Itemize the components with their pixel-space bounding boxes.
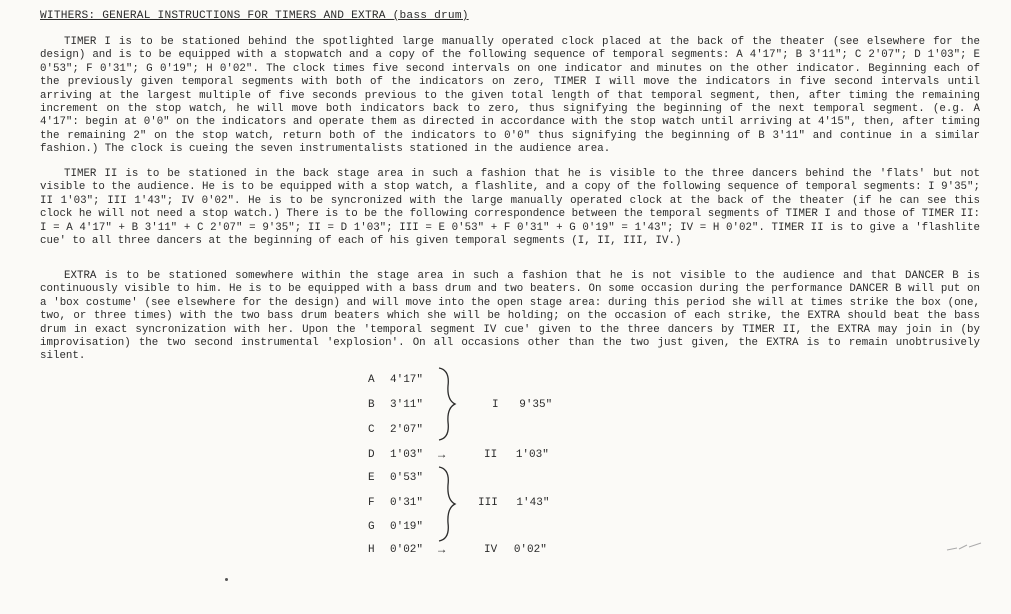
sequence-time: 2'07" [390, 424, 424, 436]
group-summary [484, 544, 547, 556]
sequence-letter: B [368, 399, 375, 411]
sequence-time: 0'53" [390, 472, 424, 484]
sequence-letter: C [368, 424, 375, 436]
sequence-time: 0'19" [390, 521, 424, 533]
group-summary [492, 399, 552, 411]
sequence-time: 1'03" [390, 449, 424, 461]
group-time: 0'02" [513, 544, 547, 556]
pencil-mark-icon [945, 540, 985, 554]
group-numeral: I [492, 399, 499, 411]
sequence-letter: H [368, 544, 375, 556]
group-summary [484, 449, 549, 461]
brace-group-iii [436, 465, 458, 543]
group-time: 9'35" [519, 399, 553, 411]
sequence-letter: E [368, 472, 375, 484]
sequence-letter: G [368, 521, 375, 533]
sequence-letter: A [368, 374, 375, 386]
group-numeral: IV [484, 544, 498, 556]
paragraph-extra: EXTRA is to be stationed somewhere within the stage area in such a fashion that he is not visible to the audience and that DANCER B is continuously visible to him. He is to be equipped with a bass drum and two beaters. On some occasion during the performance DANCER B will put on a 'box costume' (see elsewhere for the design) and will move into the open stage area: during this period she will at times strike the box (one, two, or three times) with the two bass drum beaters which she will be holding; on the occasion of each strike, the EXTRA should beat the bass drum in exact syncronization with her. Upon the 'temporal segment IV cue' given to the three dancers by TIMER II, the EXTRA may join in (by improvisation) the two second instrumental 'explosion'. On all occasions other than the two just given, the EXTRA is to remain unobtrusively silent. [40, 270, 980, 363]
group-numeral: II [484, 449, 498, 461]
sequence-time: 4'17" [390, 374, 424, 386]
group-numeral: III [478, 497, 498, 509]
arrow-icon: → [438, 448, 446, 462]
document-title: WITHERS: GENERAL INSTRUCTIONS FOR TIMERS AND EXTRA (bass drum) [40, 10, 469, 22]
sequence-letter: D [368, 449, 375, 461]
sequence-time: 0'31" [390, 497, 424, 509]
sequence-letter: F [368, 497, 375, 509]
speck [225, 578, 228, 581]
paragraph-timer-ii: TIMER II is to be stationed in the back stage area in such a fashion that he is visible to the three dancers behind the 'flats' but not visible to the audience. He is to be equipped with a stop watch, a flashlite, and a copy of the following sequence of temporal segments: I 9'35"; II 1'03"; III 1'43"; IV 0'02". He is to be syncronized with the large manually operated clock at the back of the theater (if he can see this clock he will not need a stop watch.) There is to be the following correspondence between the temporal segments of TIMER I and those of TIMER II: I = A 4'17" + B 3'11" + C 2'07" = 9'35"; II = D 1'03"; III = E 0'53" + F 0'31" + G 0'19" = 1'43"; IV = H 0'02". TIMER II is to give a 'flashlite cue' to all three dancers at the beginning of each of his given temporal segments (I, II, III, IV.) [40, 168, 980, 248]
paragraph-timer-i: TIMER I is to be stationed behind the spotlighted large manually operated clock placed at the back of the theater (see elsewhere for the design) and is to be equipped with a stopwatch and a copy of the following sequence of temporal segments: A 4'17"; B 3'11"; C 2'07"; D 1'03"; E 0'53"; F 0'31"; G 0'19"; H 0'02". The clock times five second intervals on one indicator and minutes on the other indicator. Beginning each of the previously given temporal segments with both of the indicators on zero, TIMER I will move the indicators in five second intervals until arriving at the largest multiple of five seconds previous to the given total length of that temporal segment, then, after timing the remaining increment on the stop watch, he will move both indicators back to zero, thus signifying the beginning of the next temporal segment. (e.g. A 4'17": begin at 0'0" on the indicators and operate them as directed in accordance with the stop watch until arriving at 4'15", then, after timing the remaining 2" on the stop watch, return both of the indicators to 0'0" thus signifying the beginning of B 3'11" and continue in a similar fashion.) The clock is cueing the seven instrumentalists stationed in the audience area. [40, 36, 980, 156]
group-time: 1'03" [515, 449, 549, 461]
sequence-time: 3'11" [390, 399, 424, 411]
group-summary [478, 497, 549, 509]
group-time: 1'43" [516, 497, 550, 509]
sequence-time: 0'02" [390, 544, 424, 556]
arrow-icon: → [438, 543, 446, 557]
brace-group-i [436, 366, 458, 442]
